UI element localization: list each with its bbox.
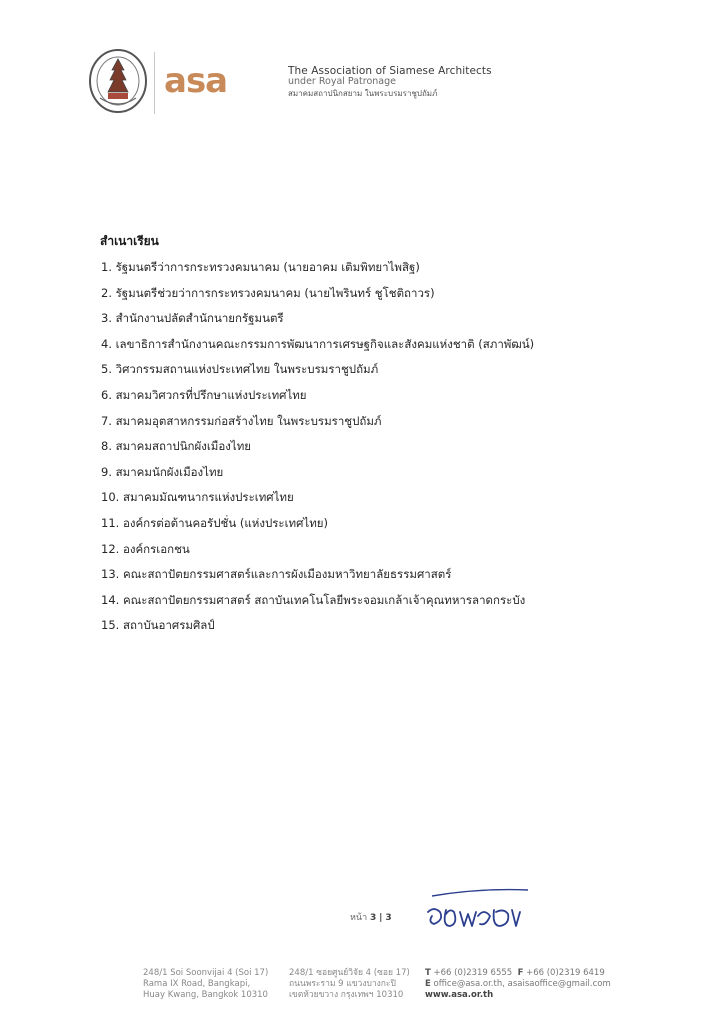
list-item: 11. องค์กรต่อต้านคอรัปชั่น (แห่งประเทศไทย) <box>101 515 329 530</box>
contact-email-line <box>425 979 611 990</box>
email-label: E <box>425 979 431 989</box>
address-line: 248/1 ซอยศูนย์วิจัย 4 (ซอย 17) <box>289 968 410 978</box>
organization-name <box>288 65 492 98</box>
list-item: 10. สมาคมมัณฑนากรแห่งประเทศไทย <box>101 490 294 505</box>
page-total: 3 <box>385 913 392 923</box>
page-label: หน้า <box>350 913 368 923</box>
footer-address-th <box>289 968 410 1001</box>
tel-label: T <box>425 968 431 978</box>
association-seal-icon <box>88 48 148 114</box>
contact-phone-line <box>425 968 611 979</box>
org-sub-en: under Royal Patronage <box>288 76 397 88</box>
list-item: 3. สำนักงานปลัดสำนักนายกรัฐมนตรี <box>101 311 284 326</box>
org-name-en: The Association of Siamese Architects <box>288 65 492 77</box>
address-line: 248/1 Soi Soonvijai 4 (Soi 17) <box>143 968 269 978</box>
svg-text:asa: asa <box>164 64 228 98</box>
list-item: 1. รัฐมนตรีว่าการกระทรวงคมนาคม (นายอาคม เติมพิทยาไพสิฐ) <box>101 260 420 274</box>
page-number <box>350 910 392 924</box>
list-item: 9. สมาคมนักผังเมืองไทย <box>101 464 224 479</box>
page-separator: | <box>379 913 383 923</box>
list-item: 7. สมาคมอุตสาหกรรมก่อสร้างไทย ในพระบรมราชูปถัมภ์ <box>101 413 382 428</box>
fax-label: F <box>517 968 524 978</box>
address-line: ถนนพระราม 9 แขวงบางกะปิ <box>289 979 396 989</box>
list-item: 2. รัฐมนตรีช่วยว่าการกระทรวงคมนาคม (นายไพรินทร์ ชูโชติถาวร) <box>101 285 435 300</box>
list-item: 13. คณะสถาปัตยกรรมศาสตร์และการผังเมืองมหาวิทยาลัยธรรมศาสตร์ <box>101 567 452 582</box>
tel-value: +66 (0)2319 6555 <box>433 968 513 978</box>
page-current: 3 <box>370 913 377 923</box>
footer-contact <box>425 968 611 1001</box>
list-item: 5. วิศวกรรมสถานแห่งประเทศไทย ในพระบรมราชูปถัมภ์ <box>101 362 379 377</box>
email-value: office@asa.or.th, asaisaoffice@gmail.com <box>433 979 611 989</box>
header-divider <box>154 52 155 114</box>
asa-logo <box>164 64 254 98</box>
address-line: เขตห้วยขวาง กรุงเทพฯ 10310 <box>289 990 404 1000</box>
address-line: Rama IX Road, Bangkapi, <box>143 979 251 989</box>
list-item: 8. สมาคมสถาปนิกผังเมืองไทย <box>101 439 252 454</box>
website-link: www.asa.or.th <box>425 990 494 1000</box>
list-item: 4. เลขาธิการสำนักงานคณะกรรมการพัฒนาการเศรษฐกิจและสังคมแห่งชาติ (สภาพัฒน์) <box>101 336 535 351</box>
list-item: 15. สถาบันอาศรมศิลป์ <box>101 618 215 633</box>
cc-heading: สำเนาเรียน <box>100 234 159 248</box>
footer-address-en <box>143 968 268 1001</box>
list-item: 12. องค์กรเอกชน <box>101 541 190 556</box>
list-item: 6. สมาคมวิศวกรที่ปรึกษาแห่งประเทศไทย <box>101 387 307 402</box>
letterhead <box>88 48 688 118</box>
list-item: 14. คณะสถาปัตยกรรมศาสตร์ สถาบันเทคโนโลยีพระจอมเกล้าเจ้าคุณทหารลาดกระบัง <box>101 592 526 607</box>
handwritten-signature-icon <box>420 886 530 938</box>
address-line: Huay Kwang, Bangkok 10310 <box>143 990 268 1000</box>
org-name-th: สมาคมสถาปนิกสยาม ในพระบรมราชูปถัมภ์ <box>288 88 438 98</box>
cc-list <box>101 259 534 643</box>
fax-value: +66 (0)2319 6419 <box>526 968 605 978</box>
